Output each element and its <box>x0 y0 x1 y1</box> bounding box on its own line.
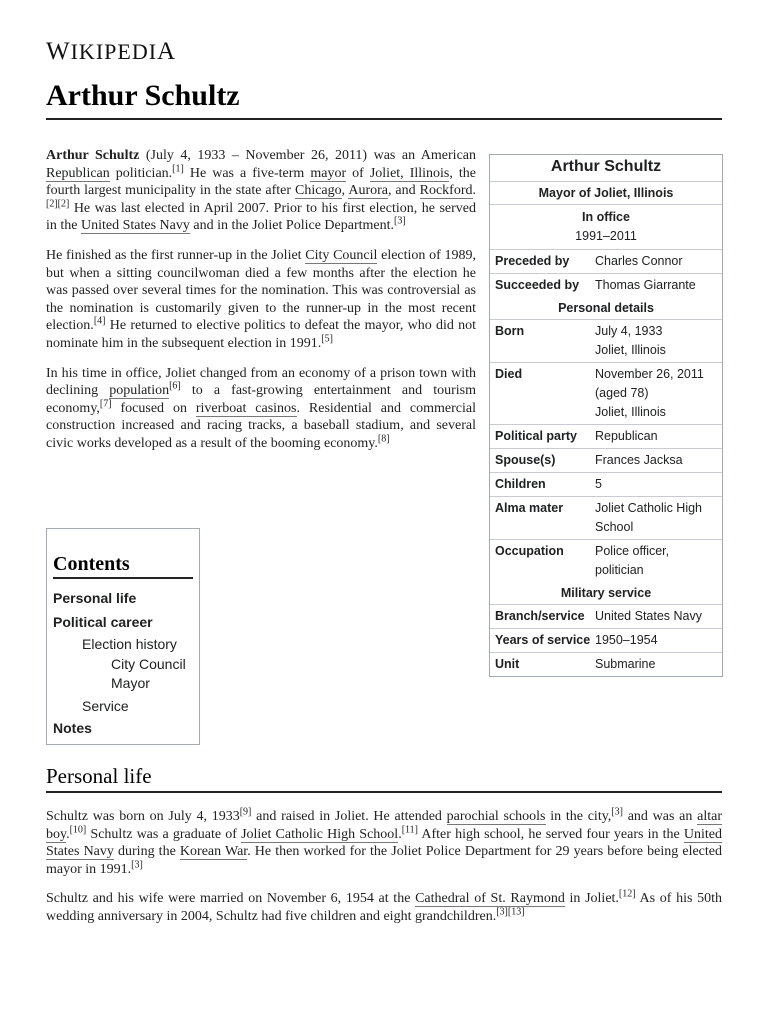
text-run: election of 1989, but when a sitting councilwoman died a few months after the election he was passed over several times for the nomination. This was controversial as the nomination is customarily given to the runner-up in the most recent election. <box>46 247 476 334</box>
infobox-row <box>490 363 722 425</box>
infobox-value: United States Navy <box>595 609 702 623</box>
wiki-link[interactable]: Joliet Catholic High School <box>241 826 399 842</box>
wiki-link[interactable]: Cathedral of St. Raymond <box>415 891 565 907</box>
text-run: , the fourth largest municipality in the state after <box>46 165 477 199</box>
toc-list <box>47 589 199 739</box>
text-run: (July 4, 1933 – November 26, 2011) was an American <box>139 148 476 163</box>
wiki-link[interactable]: Korean War <box>179 844 248 860</box>
lead-section <box>46 147 476 465</box>
infobox-value: Thomas Giarrante <box>595 278 696 292</box>
text-run: . <box>66 826 70 842</box>
infobox-value: 1950–1954 <box>595 633 658 647</box>
infobox-office[interactable]: Mayor of Joliet, Illinois <box>490 182 722 205</box>
wikipedia-wordmark[interactable] <box>46 38 176 66</box>
text-run: . He then worked for the Joliet Police Department for 29 years before being elected mayor in 1991. <box>46 844 722 877</box>
page-title: Arthur Schultz <box>46 76 722 120</box>
citation-ref[interactable]: [12] <box>618 888 636 900</box>
text-run: and was an <box>622 809 698 824</box>
citation-ref[interactable]: [10] <box>69 823 87 835</box>
infobox-row <box>490 250 722 274</box>
infobox-rows-succession <box>490 250 722 297</box>
infobox-value: Charles Connor <box>595 254 683 268</box>
infobox-label: Political party <box>495 429 577 443</box>
text-run: and raised in Joliet. He attended <box>251 809 447 824</box>
text-run: focused on <box>111 400 196 416</box>
wiki-link[interactable]: Republican <box>46 165 110 181</box>
infobox-value: Submarine <box>595 657 656 671</box>
personal-life-paragraph-1 <box>46 808 722 878</box>
infobox-row <box>490 497 722 540</box>
infobox-label: Succeeded by <box>495 278 580 292</box>
infobox-label: Died <box>495 367 523 381</box>
text-run: He returned to elective politics to defeat the mayor, who did not nominate him in the subsequent election in 1991. <box>46 318 476 351</box>
infobox-label: Unit <box>495 657 520 671</box>
infobox-row <box>490 320 722 363</box>
text-run: Schultz and his wife were married on November 6, 1954 at the <box>46 891 416 907</box>
wiki-link[interactable]: Rockford <box>419 183 473 199</box>
section-heading-personal-life: Personal life <box>46 764 722 793</box>
infobox-rows-personal <box>490 320 722 582</box>
infobox-label: Years of service <box>495 633 591 647</box>
infobox-label: Branch/service <box>495 609 585 623</box>
citation-ref[interactable]: [3][13] <box>496 906 525 918</box>
wiki-link[interactable]: parochial schools <box>446 809 546 824</box>
wiki-link[interactable]: United States Navy <box>81 218 190 234</box>
wiki-link[interactable]: Joliet, Illinois <box>369 165 450 181</box>
wiki-link[interactable]: Aurora <box>348 183 388 199</box>
toc-item[interactable]: Notes <box>53 720 92 736</box>
citation-ref[interactable]: [8] <box>377 433 390 445</box>
infobox-row <box>490 629 722 653</box>
infobox-label: Alma mater <box>495 501 564 515</box>
citation-ref[interactable]: [6] <box>169 380 181 392</box>
text-run: As of his 50th wedding anniversary in 2004, Schultz had five children and eight grandchildren. <box>46 891 722 924</box>
infobox-label: Occupation <box>495 544 564 558</box>
text-run: After high school, he served four years in the <box>418 826 684 842</box>
wiki-link[interactable]: altar boy <box>46 809 723 842</box>
text-run: . Residential and commercial construction increased and racing tracks, a baseball stadium, and several civic works developed as a result of the booming economy. <box>46 400 477 451</box>
citation-ref[interactable]: [4] <box>93 315 106 327</box>
wiki-link[interactable]: City Council <box>305 247 378 263</box>
table-of-contents <box>46 528 200 745</box>
infobox-label: Spouse(s) <box>495 453 556 467</box>
bold-subject: Arthur Schultz <box>46 148 140 163</box>
citation-ref[interactable]: [11] <box>401 823 418 835</box>
toc-title: Contents <box>53 553 193 579</box>
infobox-row <box>490 425 722 449</box>
wordmark-part: A <box>157 38 177 65</box>
infobox-title: Arthur Schultz <box>490 155 722 182</box>
wiki-link[interactable]: Chicago <box>294 183 342 199</box>
infobox-rows-military <box>490 605 722 676</box>
infobox-value: 5 <box>595 477 602 491</box>
toc-item[interactable]: Political career <box>53 613 153 630</box>
infobox-label: Children <box>495 477 546 491</box>
infobox-value: Republican <box>595 429 658 443</box>
text-run: in the city, <box>545 809 612 824</box>
text-run: Schultz was born on July 4, 1933 <box>46 809 240 824</box>
lead-paragraph-3 <box>46 365 476 453</box>
text-run: In his time in office, Joliet changed from an economy of a prison town with declining <box>46 365 476 399</box>
text-run: and in the Joliet Police Department. <box>189 218 394 234</box>
citation-ref[interactable]: [3] <box>394 215 406 227</box>
text-run: to a fast-growing entertainment and tourism economy, <box>46 383 476 416</box>
in-office-dates: 1991–2011 <box>575 229 637 243</box>
citation-ref[interactable]: [9] <box>239 806 252 818</box>
wiki-link[interactable]: riverboat casinos <box>195 400 297 416</box>
citation-ref[interactable]: [5] <box>321 333 333 345</box>
toc-item[interactable]: Service <box>82 697 129 714</box>
text-run: He was last elected in April 2007. Prior to his first election, he served in the <box>46 200 476 234</box>
in-office-label: In office <box>582 210 630 224</box>
text-run: . <box>398 826 402 842</box>
infobox-value: November 26, 2011 (aged 78) Joliet, Illinois <box>595 367 704 419</box>
lead-paragraph-2 <box>46 247 476 353</box>
personal-details-header: Personal details <box>490 297 722 320</box>
text-run: , <box>341 183 349 199</box>
wiki-link[interactable]: United States Navy <box>46 826 723 860</box>
infobox-row <box>490 540 722 582</box>
infobox <box>489 154 723 677</box>
infobox-row <box>490 605 722 629</box>
infobox-label: Preceded by <box>495 254 570 268</box>
infobox-row <box>490 449 722 473</box>
lead-paragraph-1 <box>46 147 476 235</box>
text-run: in Joliet. <box>564 891 619 907</box>
wordmark-part: W <box>46 38 71 65</box>
wiki-link[interactable]: population <box>109 383 170 399</box>
infobox-value: Frances Jacksa <box>595 453 683 467</box>
personal-life-paragraph-2 <box>46 890 722 925</box>
citation-ref[interactable]: [3] <box>611 806 623 818</box>
text-run: during the <box>113 844 180 860</box>
text-run: Schultz was a graduate of <box>86 826 242 842</box>
text-run: politician. <box>109 165 173 181</box>
infobox-row <box>490 473 722 497</box>
text-run: of <box>346 165 370 181</box>
text-run: He finished as the first runner-up in the Joliet <box>46 247 306 263</box>
military-service-header: Military service <box>490 582 722 605</box>
text-run: , and <box>387 183 420 199</box>
citation-ref[interactable]: [3] <box>131 859 143 871</box>
citation-ref[interactable]: [7] <box>99 398 112 410</box>
wordmark-part: IKIPEDI <box>70 39 158 64</box>
text-run: . <box>472 183 476 199</box>
toc-item[interactable]: Mayor <box>111 675 150 691</box>
citation-ref[interactable]: [2][2] <box>46 198 70 210</box>
toc-item[interactable]: Election history <box>82 636 177 652</box>
infobox-value: Joliet Catholic High School <box>595 501 702 534</box>
wiki-link[interactable]: mayor <box>310 165 347 181</box>
toc-item[interactable]: City Council <box>111 655 186 672</box>
text-run: He was a five-term <box>183 165 311 181</box>
citation-ref[interactable]: [1] <box>172 162 184 174</box>
infobox-label: Born <box>495 324 525 338</box>
infobox-row <box>490 653 722 676</box>
personal-life-section <box>46 808 722 938</box>
toc-item[interactable]: Personal life <box>53 590 137 606</box>
infobox-value: July 4, 1933 Joliet, Illinois <box>595 324 666 357</box>
infobox-row <box>490 274 722 297</box>
infobox-value: Police officer, politician <box>595 544 670 577</box>
infobox-in-office <box>490 205 722 250</box>
